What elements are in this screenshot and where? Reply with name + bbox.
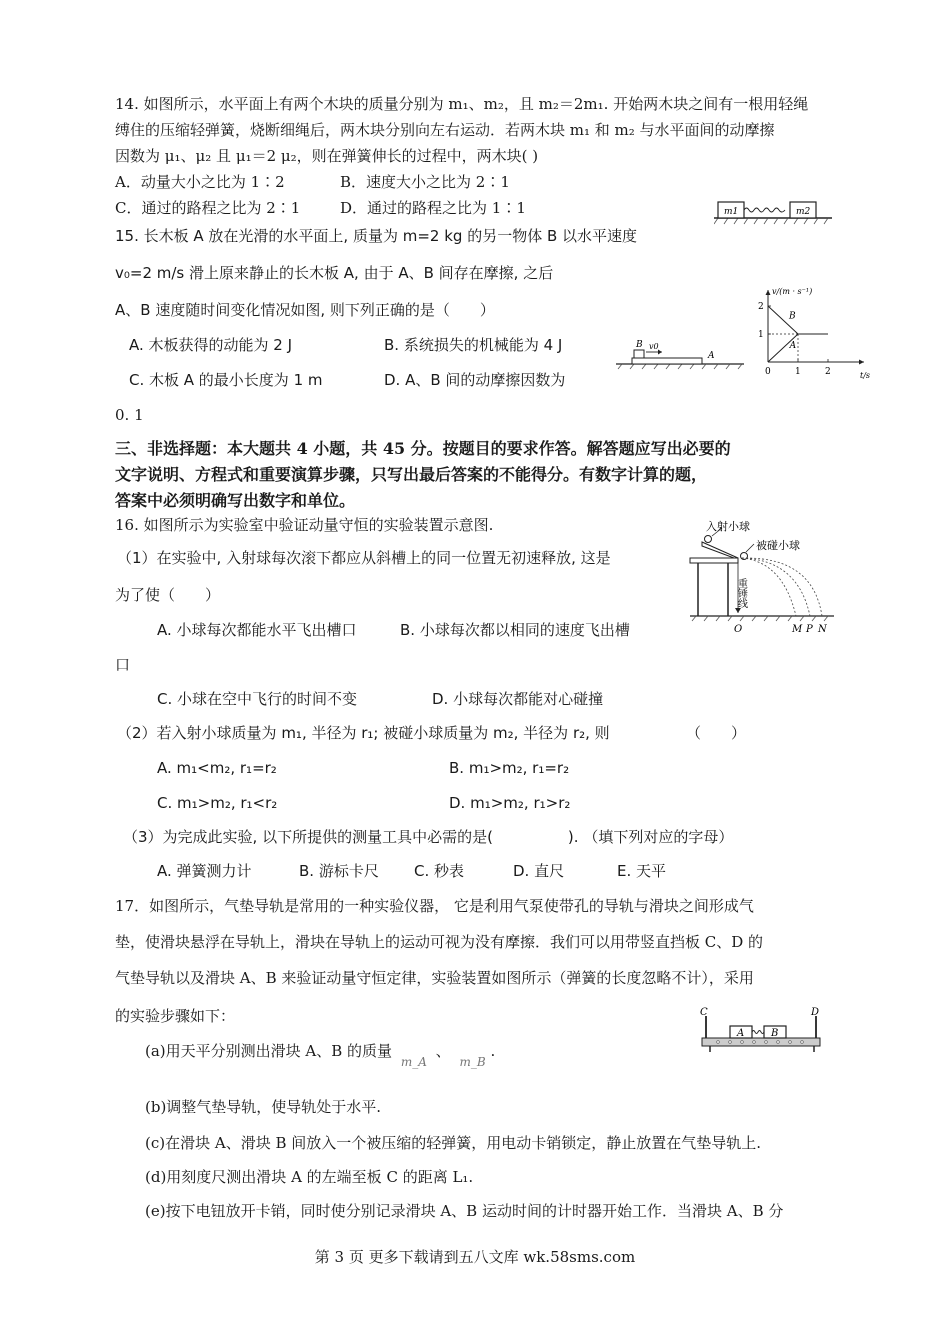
q16-part1-option-a: A. 小球每次都能水平飞出槽口 <box>157 621 357 639</box>
label-m2: m2 <box>796 207 811 217</box>
section3-line2: 文字说明、方程式和重要演算步骤，只写出最后答案的不能得分。有数字计算的题， <box>115 465 708 484</box>
q16-part2-option-d: D. m₁>m₂, r₁>r₂ <box>449 794 571 812</box>
q16-part2-line: （2）若入射小球质量为 m₁, 半径为 r₁; 被碰小球质量为 m₂, 半径为 r₂, 则 <box>117 724 610 742</box>
q17-step-c: (c)在滑块 A、滑块 B 间放入一个被压缩的轻弹簧，用电动卡销锁定，静止放置在气垫导轨上. <box>145 1134 762 1152</box>
q16-part1-line2: 为了使（ ） <box>115 586 221 604</box>
q16-part2-blank: （ ） <box>686 724 747 742</box>
q16-part1-option-c: C. 小球在空中飞行的时间不变 <box>157 690 358 708</box>
label-b: B <box>636 340 643 350</box>
q17-step-a <box>145 1041 496 1069</box>
q16-apparatus-figure <box>688 520 838 638</box>
x-tick-label-0: 0 <box>765 367 771 377</box>
q17-step-a-text: (a)用天平分别测出滑块 A、B 的质量 <box>145 1042 393 1060</box>
q16-part3-option-e: E. 天平 <box>617 862 667 880</box>
q17-line4: 的实验步骤如下： <box>115 1007 236 1025</box>
q17-line3: 气垫导轨以及滑块 A、B 来验证动量守恒定律，实验装置如图所示（弹簧的长度忽略不计），采用 <box>115 969 754 987</box>
q14-blocks-figure <box>714 194 832 226</box>
series-label-b: B <box>789 311 796 322</box>
q17-step-b: (b)调整气垫导轨，使导轨处于水平. <box>145 1098 382 1116</box>
q15-velocity-time-graph <box>752 282 876 382</box>
x-axis-arrow-icon <box>859 360 864 365</box>
table-top <box>690 558 738 563</box>
q17-line1: 17．如图所示，气垫导轨是常用的一种实验仪器， 它是利用气泵使带孔的导轨与滑块之间形成气 <box>115 897 754 915</box>
x-axis-label: t/s <box>860 371 871 380</box>
label-m: M <box>792 624 803 635</box>
q17-step-e: (e)按下电钮放开卡销，同时使分别记录滑块 A、B 运动时间的计时器开始工作．当滑块 A、B 分 <box>145 1202 784 1220</box>
label-n: N <box>818 624 827 635</box>
label-b: B <box>771 1028 779 1039</box>
q16-part3-line: （3）为完成此实验, 以下所提供的测量工具中必需的是( ). （填下列对应的字母） <box>123 828 734 846</box>
label-p: P <box>806 624 813 635</box>
q17-mass-b: m_B <box>459 1055 486 1069</box>
label-plumb-line: 重锤线 <box>735 578 747 608</box>
section3-line1: 三、非选择题：本大题共 4 小题，共 45 分。按题目的要求作答。解答题应写出必要的 <box>115 439 731 458</box>
label-o: O <box>734 624 743 635</box>
board-a <box>632 358 702 364</box>
q16-part1-option-d: D. 小球每次都能对心碰撞 <box>432 690 604 708</box>
q16-part2-option-c: C. m₁>m₂, r₁<r₂ <box>157 794 278 812</box>
y-axis-arrow-icon <box>766 290 771 295</box>
q17-mass-a: m_A <box>400 1055 427 1069</box>
label-d: D <box>811 1007 820 1018</box>
q15-option-b: B. 系统损失的机械能为 4 J <box>384 336 563 354</box>
q17-step-a-end: . <box>490 1042 496 1060</box>
inclined-chute <box>702 542 738 558</box>
q16-part3-option-d: D. 直尺 <box>513 862 565 880</box>
q17-air-track-figure <box>698 1006 826 1056</box>
series-line-B <box>768 306 828 334</box>
q16-part2-option-a: A. m₁<m₂, r₁=r₂ <box>157 759 277 777</box>
label-target-ball: 被碰小球 <box>756 539 800 552</box>
q14-option-a: A．动量大小之比为 1∶2 <box>115 173 285 191</box>
q16-part1-line1: （1）在实验中, 入射球每次滚下都应从斜槽上的同一位置无初速释放, 这是 <box>117 549 611 567</box>
y-tick-label-2: 2 <box>758 302 764 312</box>
q16-part1-option-b-continued: 口 <box>115 656 131 674</box>
label-c: C <box>700 1007 708 1018</box>
q16-part1-option-b: B. 小球每次都以相同的速度飞出槽 <box>400 621 630 639</box>
q15-line2: v₀=2 m/s 滑上原来静止的长木板 A, 由于 A、B 间存在摩擦, 之后 <box>115 264 554 282</box>
label-v0: v0 <box>649 342 659 351</box>
label-a: A <box>737 1028 745 1039</box>
q15-option-c: C. 木板 A 的最小长度为 1 m <box>129 371 323 389</box>
q16-part3-option-a: A. 弹簧测力计 <box>157 862 252 880</box>
q15-option-d: D. A、B 间的动摩擦因数为 <box>384 371 566 389</box>
q17-mass-separator: 、 <box>435 1042 451 1060</box>
q15-option-d-continued: 0. 1 <box>115 406 144 424</box>
series-label-a: A <box>789 341 797 351</box>
q14-option-d: D．通过的路程之比为 1∶1 <box>340 199 526 217</box>
x-tick-label-1: 1 <box>795 367 801 377</box>
q16-part3-option-b: B. 游标卡尺 <box>299 862 379 880</box>
label-a: A <box>708 351 715 361</box>
q14-line2: 缚住的压缩轻弹簧，烧断细绳后，两木块分别向左右运动．若两木块 m₁ 和 m₂ 与水平面间的动摩擦 <box>115 121 775 139</box>
q15-board-figure <box>616 336 744 370</box>
q15-line1: 15. 长木板 A 放在光滑的水平面上, 质量为 m=2 kg 的另一物体 B 以水平速度 <box>115 227 638 245</box>
incident-ball-icon <box>705 536 712 543</box>
q17-step-d: (d)用刻度尺测出滑块 A 的左端至板 C 的距离 L₁. <box>145 1168 474 1186</box>
y-tick-label-1: 1 <box>758 330 764 340</box>
q14-option-c: C．通过的路程之比为 2∶1 <box>115 199 301 217</box>
y-axis-label: v/(m · s⁻¹) <box>772 287 813 296</box>
q14-option-b: B．速度大小之比为 2∶1 <box>340 173 510 191</box>
plumb-bob-icon <box>735 608 741 613</box>
q17-line2: 垫，使滑块悬浮在导轨上，滑块在导轨上的运动可视为没有摩擦．我们可以用带竖直挡板 C、D 的 <box>115 933 764 951</box>
q15-option-a: A. 木板获得的动能为 2 J <box>129 336 293 354</box>
section3-line3: 答案中必须明确写出数字和单位。 <box>115 491 356 510</box>
q16-part2-option-b: B. m₁>m₂, r₁=r₂ <box>449 759 570 777</box>
q14-line3: 因数为 μ₁、μ₂ 且 μ₁＝2 μ₂，则在弹簧伸长的过程中，两木块( ) <box>115 147 539 165</box>
q15-line3: A、B 速度随时间变化情况如图, 则下列正确的是（ ） <box>115 301 495 319</box>
page-footer: 第 3 页 更多下载请到五八文库 wk.58sms.com <box>314 1248 636 1266</box>
spring-icon <box>744 208 785 212</box>
label-incident-ball: 入射小球 <box>706 520 750 533</box>
x-tick-label-2: 2 <box>825 367 831 377</box>
q16-intro: 16. 如图所示为实验室中验证动量守恒的实验装置示意图. <box>115 516 494 534</box>
label-m1: m1 <box>724 207 739 217</box>
block-b <box>634 350 644 358</box>
spring-icon <box>752 1031 764 1034</box>
q16-part3-option-c: C. 秒表 <box>414 862 465 880</box>
q14-line1: 14. 如图所示，水平面上有两个木块的质量分别为 m₁、m₂，且 m₂＝2m₁. 开始两木块之间有一根用轻绳 <box>115 95 809 113</box>
